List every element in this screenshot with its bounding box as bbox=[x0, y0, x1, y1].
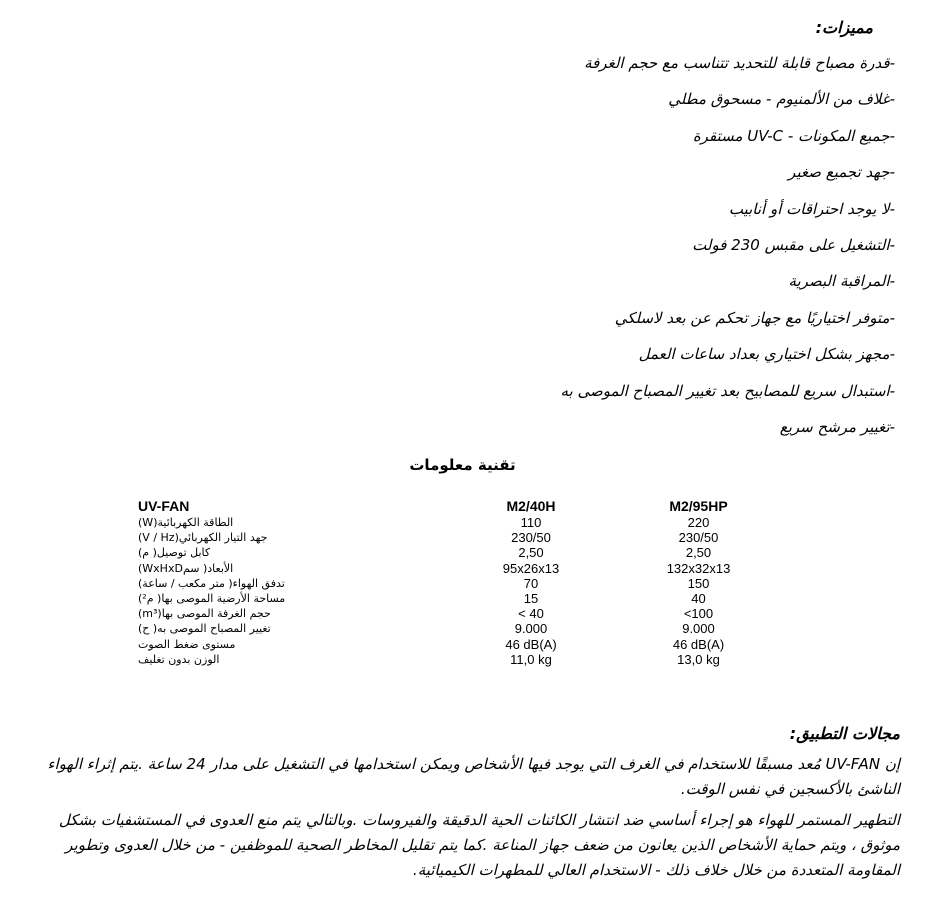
table-row bbox=[138, 545, 801, 560]
spec-value: 9.000 bbox=[514, 621, 548, 637]
spec-header-model-2: M2/95HP bbox=[669, 498, 728, 514]
feature-item: -التشغيل على مقبس 230 فولت bbox=[692, 235, 895, 254]
spec-value: 150 bbox=[687, 575, 710, 591]
table-row bbox=[138, 606, 801, 621]
table-row bbox=[138, 637, 801, 652]
spec-label: تغيير المصباح الموصى به( ح) bbox=[138, 622, 271, 636]
feature-item: -غلاف من الألمنيوم - مسحوق مطلي bbox=[668, 90, 895, 109]
spec-value: 11,0 kg bbox=[510, 651, 552, 667]
feature-item: -قدرة مصباح قابلة للتحديد تتناسب مع حجم الغرفة bbox=[584, 54, 895, 72]
spec-value: 13,0 kg bbox=[677, 651, 720, 667]
spec-value: < 40 bbox=[518, 606, 544, 622]
applications-paragraph: إن UV-FAN مُعد مسبقًا للاستخدام في الغرف التي يوجد فيها الأشخاص ويمكن استخدامها في التشغيل على مدار 24 ساعة .يتم إثراء الهواء الناشئ بالأكسجين في نفس الوقت. bbox=[47, 755, 900, 798]
spec-label: الأبعاد( سمWxHxD) bbox=[138, 561, 234, 575]
feature-item: -مجهز بشكل اختياري بعداد ساعات العمل bbox=[638, 345, 895, 364]
spec-value: 132x32x13 bbox=[666, 560, 731, 576]
technical-heading: تقنية معلومات bbox=[409, 456, 516, 474]
feature-item: -استبدال سريع للمصابيح بعد تغيير المصباح الموصى به bbox=[560, 381, 895, 400]
features-list bbox=[35, 48, 895, 448]
spec-value: 95x26x13 bbox=[502, 560, 560, 576]
table-row bbox=[138, 591, 801, 606]
table-row bbox=[138, 561, 801, 576]
spec-value: <100 bbox=[683, 606, 714, 622]
spec-label: كابل توصيل( م) bbox=[138, 546, 211, 560]
spec-value: 230/50 bbox=[678, 530, 719, 546]
spec-label: حجم الغرفة الموصى بها(m³) bbox=[138, 607, 271, 621]
table-row bbox=[138, 515, 801, 530]
feature-item: -جهد تجميع صغير bbox=[788, 163, 895, 182]
spec-header-row bbox=[138, 498, 801, 515]
feature-item: -تغيير مرشح سريع bbox=[779, 417, 895, 436]
table-row bbox=[138, 530, 801, 545]
feature-item: -جميع المكونات - UV-C مستقرة bbox=[692, 126, 895, 145]
table-row bbox=[138, 621, 801, 636]
spec-header-model-1: M2/40H bbox=[506, 498, 556, 514]
spec-label: الطاقة الكهربائية(W) bbox=[138, 516, 234, 530]
spec-value: 2,50 bbox=[518, 545, 544, 561]
applications-paragraph: التطهير المستمر للهواء هو إجراء أساسي ضد انتشار الكائنات الحية الدقيقة والفيروسات .وبالتالي يتم منع العدوى في المستشفيات بشكل موثوق ، ويتم حماية الأشخاص الذين يعانون من ضعف جهاز المناعة .كما يتم تقليل المخاطر الصحية للموظفين - من خلال العدوى وتطوير المقاومة المتعددة من خلال خلاف ذلك - الاستخدام العالي للمطهرات الكيميائية. bbox=[58, 811, 900, 879]
spec-value: 70 bbox=[523, 575, 539, 591]
spec-label: الوزن بدون تغليف bbox=[138, 652, 220, 666]
spec-value: 230/50 bbox=[511, 530, 551, 546]
applications-body bbox=[20, 752, 900, 889]
spec-value: 9.000 bbox=[682, 621, 715, 637]
spec-value: 220 bbox=[687, 515, 710, 531]
spec-label: مساحة الأرضية الموصى بها( م²) bbox=[138, 592, 286, 606]
feature-item: -متوفر اختياريًا مع جهاز تحكم عن بعد لاسلكي bbox=[614, 308, 895, 327]
spec-value: 46 dB(A) bbox=[505, 636, 557, 652]
table-row bbox=[138, 652, 801, 667]
table-row bbox=[138, 576, 801, 591]
features-heading: مميزات: bbox=[815, 18, 873, 37]
spec-header-product: UV-FAN bbox=[138, 498, 190, 514]
spec-table bbox=[138, 498, 801, 667]
spec-value: 15 bbox=[523, 591, 539, 607]
spec-label: تدفق الهواء( متر مكعب / ساعة) bbox=[138, 576, 285, 590]
spec-value: 110 bbox=[520, 515, 542, 531]
spec-value: 46 dB(A) bbox=[672, 636, 725, 652]
feature-item: -لا يوجد احتراقات أو أنابيب bbox=[728, 199, 895, 218]
feature-item: -المراقبة البصرية bbox=[788, 272, 895, 291]
applications-heading: مجالات التطبيق: bbox=[789, 724, 900, 743]
spec-value: 40 bbox=[691, 591, 706, 607]
spec-value: 2,50 bbox=[685, 545, 712, 561]
spec-label: مستوى ضغط الصوت bbox=[138, 637, 236, 651]
spec-label: جهد التيار الكهربائي(V / Hz) bbox=[138, 531, 268, 545]
